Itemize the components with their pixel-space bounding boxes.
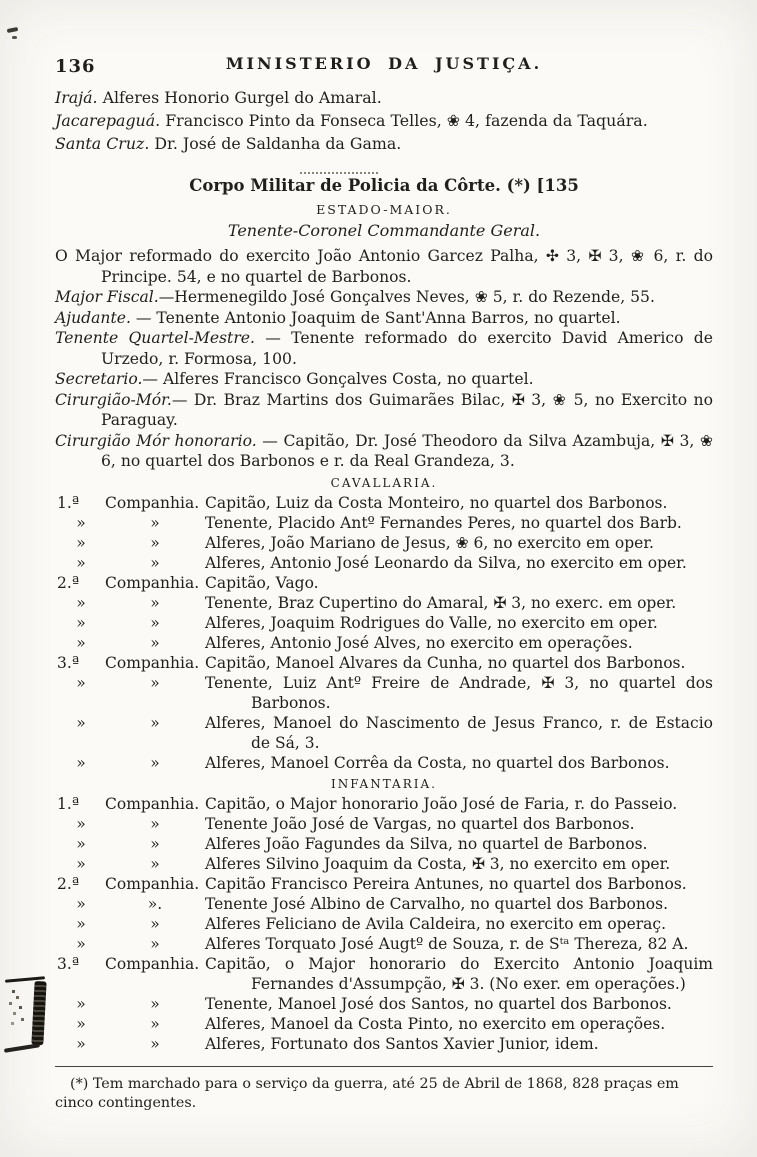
company-number: 2.ª	[57, 874, 80, 893]
cavalry-heading: CAVALLARIA.	[330, 475, 438, 490]
company-number: 2.ª	[57, 573, 80, 592]
ditto-mark: »	[76, 854, 86, 873]
company-word: Companhia.	[105, 653, 200, 672]
ditto-mark: »	[150, 934, 160, 953]
place-name: Irajá.	[55, 88, 98, 107]
footnote	[55, 1066, 713, 1113]
role-label: Secretario.	[55, 370, 143, 388]
ditto-mark: »	[76, 593, 86, 612]
ditto-mark: »	[150, 1014, 160, 1033]
table-row	[55, 834, 713, 854]
table-row	[55, 1034, 713, 1054]
ditto-mark: »	[76, 753, 86, 772]
table-row	[55, 493, 713, 513]
ditto-mark: »	[150, 553, 160, 572]
table-row	[55, 613, 713, 633]
officer-entry: Capitão, o Major honorario João José de Faria, r. do Passeio.	[205, 794, 678, 813]
role-label: Ajudante.	[55, 308, 131, 327]
officer-entry: Tenente, Braz Cupertino do Amaral, ✠ 3, no exerc. em oper.	[205, 593, 677, 612]
role-label: Cirurgião Mór honorario.	[55, 431, 257, 450]
entry-text: — Capitão, Dr. José Theodoro da Silva Azambuja, ✠ 3, ❀ 6, no quartel dos Barbonos e r. da Real Grandeza, 3.	[101, 431, 713, 470]
officer-entry: Capitão, o Major honorario do Exercito Antonio Joaquim Fernandes d'Assumpção, ✠ 3. (No exer. em operações.)	[205, 954, 713, 993]
page-number: 136	[55, 56, 96, 77]
staff-entry	[55, 308, 713, 329]
ditto-mark: »	[76, 814, 86, 833]
staff-entry	[55, 390, 713, 431]
cavalry-roster	[55, 493, 713, 773]
officer-entry: Tenente, Manoel José dos Santos, no quartel dos Barbonos.	[205, 994, 672, 1013]
section-title: Corpo Militar de Policia da Côrte. (*) [135	[189, 176, 579, 195]
officer-entry: Alferes Feliciano de Avila Caldeira, no exercito em operaç.	[205, 914, 667, 933]
ditto-mark: »	[76, 533, 86, 552]
table-row	[55, 954, 713, 994]
company-word: Companhia.	[105, 794, 200, 813]
table-row	[55, 713, 713, 753]
table-row	[55, 994, 713, 1014]
ink-smudge-artifact	[0, 966, 52, 1068]
table-row	[55, 814, 713, 834]
ditto-mark: »	[150, 633, 160, 652]
officer-entry: Alferes, Antonio José Alves, no exercito em operações.	[205, 633, 633, 652]
role-label: Major Fiscal.	[55, 288, 159, 306]
officer-entry: Alferes, João Mariano de Jesus, ❀ 6, no exercito em oper.	[205, 533, 654, 552]
table-row	[55, 854, 713, 874]
table-row	[55, 1014, 713, 1034]
company-number: 3.ª	[57, 653, 80, 672]
entry-text: Francisco Pinto da Fonseca Telles, ❀ 4, fazenda da Taquára.	[160, 111, 648, 130]
scan-artifact-mark	[12, 36, 17, 39]
table-row	[55, 673, 713, 713]
scan-artifact-dash	[300, 172, 378, 174]
officer-entry: Alferes, Antonio José Leonardo da Silva, no exercito em oper.	[205, 553, 687, 572]
role-label: Tenente Quartel-Mestre.	[55, 329, 255, 347]
ditto-mark: »	[76, 673, 86, 692]
infantry-heading: INFANTARIA.	[331, 776, 437, 791]
officer-entry: Tenente José Albino de Carvalho, no quartel dos Barbonos.	[205, 894, 669, 913]
ditto-mark: »	[150, 994, 160, 1013]
command-title: Tenente-Coronel Commandante Geral.	[227, 221, 541, 240]
company-word: Companhia.	[105, 874, 200, 893]
ditto-mark: »	[150, 713, 160, 732]
ditto-mark: »	[76, 713, 86, 732]
ditto-mark: »	[76, 894, 86, 913]
ditto-mark: »	[76, 613, 86, 632]
table-row	[55, 894, 713, 914]
company-number: 3.ª	[57, 954, 80, 973]
ditto-mark: »	[150, 814, 160, 833]
ditto-mark: »	[150, 753, 160, 772]
table-row	[55, 573, 713, 593]
officer-entry: Capitão, Vago.	[205, 573, 319, 592]
officer-entry: Tenente João José de Vargas, no quartel dos Barbonos.	[205, 814, 635, 833]
officer-entry: Alferes, Manoel da Costa Pinto, no exercito em operações.	[205, 1014, 666, 1033]
entry-text: — Tenente reformado do exercito David Americo de Urzedo, r. Formosa, 100.	[101, 329, 713, 368]
section-subtitle: ESTADO-MAIOR.	[316, 202, 452, 217]
officer-entry: Alferes, Fortunato dos Santos Xavier Junior, idem.	[205, 1034, 599, 1053]
role-label: Cirurgião-Mór.	[55, 390, 172, 409]
footnote-text: (*) Tem marchado para o serviço da guerra, até 25 de Abril de 1868, 828 praças em cinco contingentes.	[55, 1075, 679, 1111]
ditto-mark: ».	[147, 894, 163, 913]
table-row	[55, 753, 713, 773]
table-row	[55, 513, 713, 533]
table-row	[55, 553, 713, 573]
officer-entry: Tenente, Luiz Antº Freire de Andrade, ✠ 3, no quartel dos Barbonos.	[205, 673, 713, 712]
ditto-mark: »	[150, 914, 160, 933]
company-word: Companhia.	[105, 573, 200, 592]
staff-list	[55, 246, 713, 472]
officer-entry: Alferes Torquato José Augtº de Souza, r. de Sᵗᵃ Thereza, 82 A.	[205, 934, 689, 953]
ditto-mark: »	[150, 854, 160, 873]
entry-text: Dr. José de Saldanha da Gama.	[149, 134, 402, 153]
infantry-roster	[55, 794, 713, 1054]
ditto-mark: »	[150, 593, 160, 612]
table-row	[55, 934, 713, 954]
ditto-mark: »	[150, 834, 160, 853]
entry-text: O Major reformado do exercito João Antonio Garcez Palha, ✣ 3, ✠ 3, ❀ 6, r. do Principe. 54, e no quartel de Barbonos.	[55, 247, 713, 286]
ditto-mark: »	[76, 633, 86, 652]
staff-entry	[55, 287, 713, 308]
table-row	[55, 593, 713, 613]
officer-entry: Alferes, Manoel Corrêa da Costa, no quartel dos Barbonos.	[205, 753, 670, 772]
ditto-mark: »	[76, 994, 86, 1013]
company-number: 1.ª	[57, 493, 80, 512]
staff-entry	[55, 246, 713, 287]
entry-text: —Hermenegildo José Gonçalves Neves, ❀ 5, r. do Rezende, 55.	[158, 288, 655, 306]
officer-entry: Capitão, Luiz da Costa Monteiro, no quartel dos Barbonos.	[205, 493, 668, 512]
officer-entry: Alferes, Manoel do Nascimento de Jesus Franco, r. de Estacio de Sá, 3.	[205, 713, 713, 752]
officer-entry: Alferes, Joaquim Rodrigues do Valle, no exercito em oper.	[205, 613, 658, 632]
parish-delegates-list	[55, 86, 713, 155]
table-row	[55, 914, 713, 934]
ditto-mark: »	[76, 513, 86, 532]
table-row	[55, 874, 713, 894]
place-name: Santa Cruz.	[55, 134, 150, 153]
list-item	[55, 86, 713, 109]
company-word: Companhia.	[105, 493, 200, 512]
ditto-mark: »	[150, 613, 160, 632]
officer-entry: Alferes João Fagundes da Silva, no quartel de Barbonos.	[205, 834, 648, 853]
ditto-mark: »	[76, 553, 86, 572]
entry-text: — Dr. Braz Martins dos Guimarães Bilac, ✠ 3, ❀ 5, no Exercito no Paraguay.	[101, 390, 713, 429]
table-row	[55, 533, 713, 553]
ditto-mark: »	[150, 673, 160, 692]
list-item	[55, 132, 713, 155]
running-header: MINISTERIO DA JUSTIÇA.	[225, 54, 543, 73]
place-name: Jacarepaguá.	[55, 111, 161, 130]
officer-entry: Tenente, Placido Antº Fernandes Peres, no quartel dos Barb.	[205, 513, 682, 532]
staff-entry	[55, 431, 713, 472]
ditto-mark: »	[76, 1034, 86, 1053]
table-row	[55, 794, 713, 814]
officer-entry: Capitão Francisco Pereira Antunes, no quartel dos Barbonos.	[205, 874, 687, 893]
staff-entry	[55, 328, 713, 369]
list-item	[55, 109, 713, 132]
ditto-mark: »	[150, 513, 160, 532]
company-word: Companhia.	[105, 954, 200, 973]
table-row	[55, 633, 713, 653]
entry-text: Alferes Honorio Gurgel do Amaral.	[97, 88, 382, 107]
ditto-mark: »	[76, 934, 86, 953]
ditto-mark: »	[150, 533, 160, 552]
staff-entry	[55, 369, 713, 390]
company-number: 1.ª	[57, 794, 80, 813]
ditto-mark: »	[76, 914, 86, 933]
ditto-mark: »	[76, 834, 86, 853]
table-row	[55, 653, 713, 673]
officer-entry: Alferes Silvino Joaquim da Costa, ✠ 3, no exercito em oper.	[205, 854, 671, 873]
ditto-mark: »	[76, 1014, 86, 1033]
ditto-mark: »	[150, 1034, 160, 1053]
officer-entry: Capitão, Manoel Alvares da Cunha, no quartel dos Barbonos.	[205, 653, 686, 672]
entry-text: — Alferes Francisco Gonçalves Costa, no quartel.	[142, 370, 534, 388]
entry-text: — Tenente Antonio Joaquim de Sant'Anna Barros, no quartel.	[130, 308, 621, 327]
